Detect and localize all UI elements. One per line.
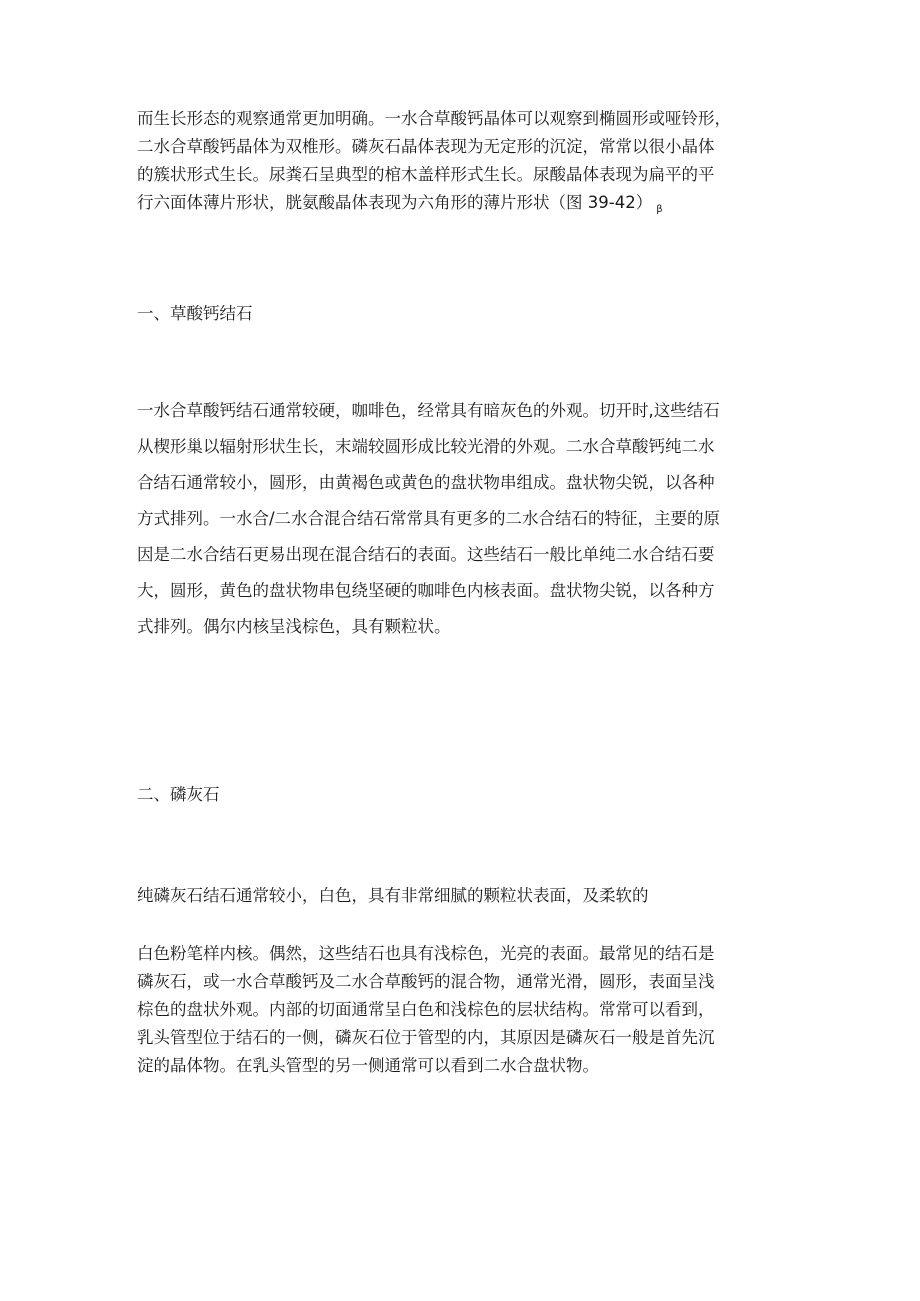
text-line: 一水合草酸钙结石通常较硬，咖啡色，经常具有暗灰色的外观。切开时,这些结石: [137, 401, 720, 420]
text-line: 而生长形态的观察通常更加明确。一水合草酸钙晶体可以观察到椭圆形或哑铃形，: [137, 109, 731, 128]
text-line: 合结石通常较小，圆形，由黄褐色或黄色的盘状物串组成。盘状物尖锐，以各种: [137, 473, 715, 492]
text-line: 二水合草酸钙晶体为双椎形。磷灰石晶体表现为无定形的沉淀，常常以很小晶体: [137, 137, 715, 156]
section-heading-apatite: 二、磷灰石: [137, 785, 220, 804]
text-line: 式排列。偶尔内核呈浅棕色，具有颗粒状。: [137, 617, 451, 636]
text-line: 白色粉笔样内核。偶然，这些结石也具有浅棕色，光亮的表面。最常见的结石是: [137, 944, 715, 963]
text-line: [137, 189, 787, 224]
text-line: 棕色的盘状外观。内部的切面通常呈白色和浅棕色的层状结构。常常可以看到，: [137, 1000, 715, 1019]
text-line: 因是二水合结石更易出现在混合结石的表面。这些结石一般比单纯二水合结石要: [137, 545, 715, 564]
text-line-content: 行六面体薄片形状，胱氨酸晶体表现为六角形的薄片形状（图 39-42）: [137, 193, 653, 212]
text-line: 淀的晶体物。在乳头管型的另一侧通常可以看到二水合盘状物。: [137, 1056, 599, 1075]
text-line: 的簇状形式生长。尿粪石呈典型的棺木盖样形式生长。尿酸晶体表现为扁平的平: [137, 165, 715, 184]
trailing-mark: β: [656, 204, 663, 215]
section-heading-calcium-oxalate: 一、草酸钙结石: [137, 304, 253, 323]
paragraph-apatite-intro: [137, 882, 787, 910]
paragraph-apatite-details: [137, 940, 787, 1080]
text-line: 乳头管型位于结石的一侧，磷灰石位于管型的内，其原因是磷灰石一般是首先沉: [137, 1028, 715, 1047]
text-line: 方式排列。一水合/二水合混合结石常常具有更多的二水合结石的特征，主要的原: [137, 509, 721, 528]
text-line: 从楔形巢以辐射形状生长，末端较圆形成比较光滑的外观。二水合草酸钙纯二水: [137, 437, 715, 456]
text-line: 纯磷灰石结石通常较小，白色，具有非常细腻的颗粒状表面，及柔软的: [137, 886, 649, 905]
text-line: 大，圆形，黄色的盘状物串包绕坚硬的咖啡色内核表面。盘状物尖锐，以各种方: [137, 581, 715, 600]
paragraph-crystal-morphology: [137, 105, 787, 224]
text-line: 磷灰石，或一水合草酸钙及二水合草酸钙的混合物，通常光滑，圆形，表面呈浅: [137, 972, 715, 991]
paragraph-calcium-oxalate: [137, 393, 787, 645]
